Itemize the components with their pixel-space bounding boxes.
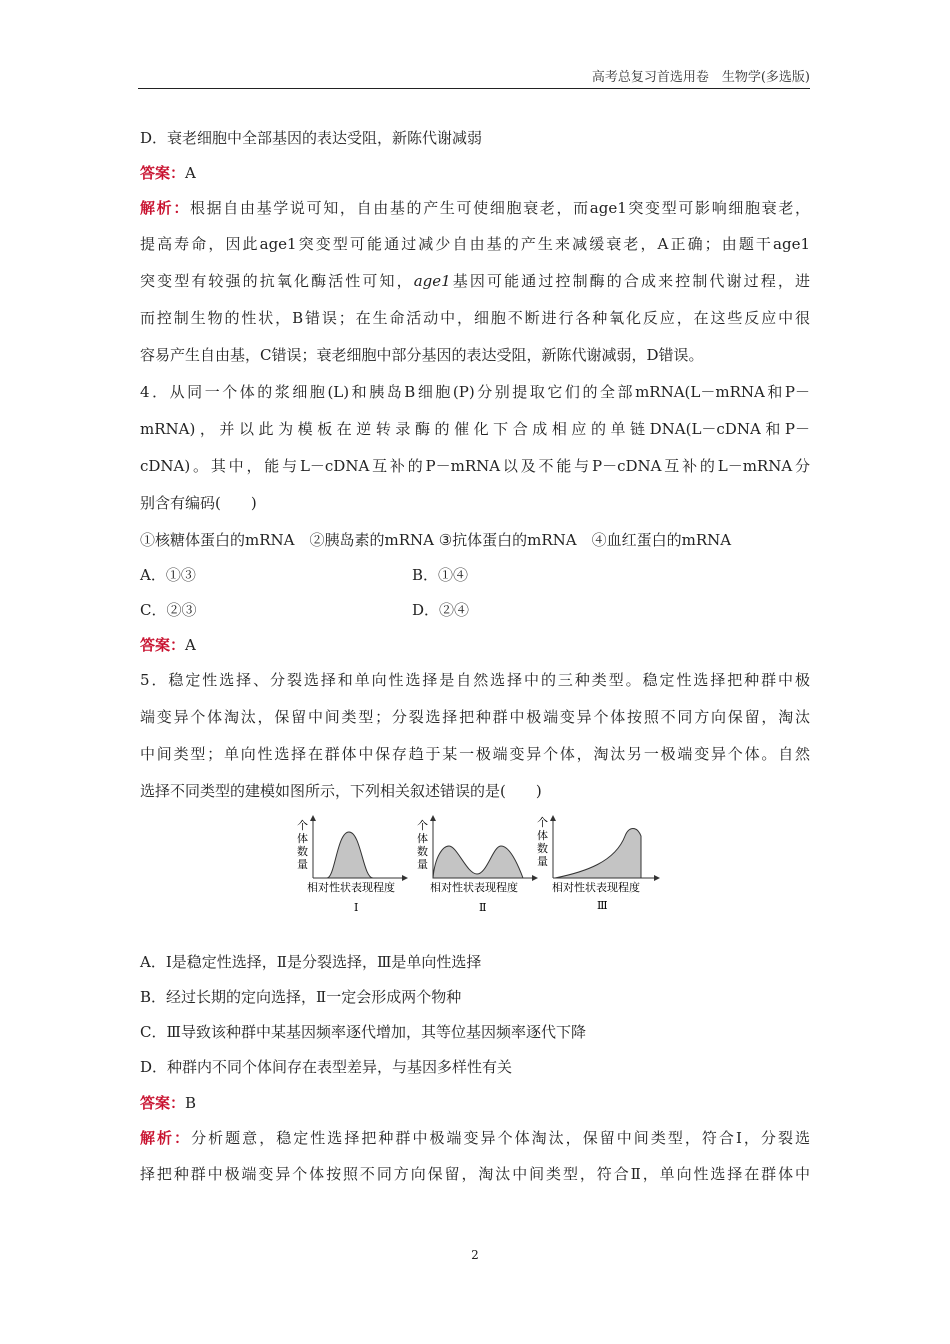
y-label-char: 个: [537, 816, 548, 829]
q4-options-row-2: [140, 600, 810, 620]
q5-analysis-line-1: [140, 1128, 810, 1148]
analysis-label: 解析：: [140, 1129, 192, 1147]
y-label-char: 个: [417, 819, 428, 832]
y-label-char: 数: [297, 845, 308, 858]
answer-value: B: [185, 1094, 197, 1112]
y-label-char: 体: [417, 832, 428, 845]
panel-label: Ⅱ: [479, 901, 487, 914]
q4-stem-line-4: 别含有编码( ): [140, 494, 257, 512]
y-label-char: 体: [537, 829, 548, 842]
panel-1: [297, 818, 405, 914]
analysis-text: 基因可能通过控制酶的合成来控制代谢过程，进: [450, 272, 810, 290]
q3-answer: [140, 163, 810, 183]
answer-label: 答案：: [140, 636, 186, 654]
q5-option-d: D．种群内不同个体间存在表型差异，与基因多样性有关: [140, 1058, 513, 1076]
q5-option-a: A．Ⅰ是稳定性选择，Ⅱ是分裂选择，Ⅲ是单向性选择: [140, 953, 482, 971]
page-number: 2: [471, 1248, 479, 1262]
q4-option-d: D．②④: [412, 601, 470, 619]
analysis-text: 突变型有较强的抗氧化酶活性可知，: [140, 272, 414, 290]
gene-name-italic: age1: [413, 272, 451, 290]
q4-stem-line-3: cDNA)。其中，能与L－cDNA互补的P－mRNA以及不能与P－cDNA互补的L－mRNA分: [140, 457, 810, 475]
q5-stem-line-1: 5．稳定性选择、分裂选择和单向性选择是自然选择中的三种类型。稳定性选择把种群中极: [140, 671, 810, 689]
x-axis-label: 相对性状表现程度: [307, 881, 395, 894]
y-label-char: 量: [537, 855, 548, 868]
q3-option-d: D．衰老细胞中全部基因的表达受阻，新陈代谢减弱: [140, 129, 483, 147]
panel-label: Ⅰ: [354, 901, 359, 914]
answer-value: A: [185, 164, 196, 182]
answer-value: A: [185, 636, 196, 654]
panel-label: Ⅲ: [597, 899, 608, 912]
y-label-char: 数: [537, 842, 548, 855]
q5-stem-line-2: 端变异个体淘汰，保留中间类型；分裂选择把种群中极端变异个体按照不同方向保留，淘汰: [140, 708, 810, 726]
q5-stem-line-3: 中间类型；单向性选择在群体中保存趋于某一极端变异个体，淘汰另一极端变异个体。自然: [140, 745, 810, 763]
q3-analysis-line-1: [140, 198, 810, 218]
x-axis-label: 相对性状表现程度: [552, 881, 640, 894]
q3-analysis-line-2: 提高寿命，因此age1突变型可能通过减少自由基的产生来减缓衰老，A正确；由题干age1: [140, 235, 810, 253]
panel-3-curve: [555, 829, 641, 879]
y-label-char: 个: [297, 819, 308, 832]
selection-model-figure: [285, 812, 675, 922]
answer-label: 答案：: [140, 1094, 186, 1112]
q4-option-b: B．①④: [412, 566, 469, 584]
q5-analysis-line-2: 择把种群中极端变异个体按照不同方向保留，淘汰中间类型，符合Ⅱ，单向性选择在群体中: [140, 1165, 810, 1183]
panel-2: [417, 818, 535, 914]
y-label-char: 体: [297, 832, 308, 845]
analysis-text: 分析题意，稳定性选择把种群中极端变异个体淘汰，保留中间类型，符合Ⅰ，分裂选: [191, 1129, 810, 1147]
y-label-char: 量: [417, 858, 428, 871]
x-axis-label: 相对性状表现程度: [430, 881, 518, 894]
analysis-text: 根据自由基学说可知，自由基的产生可使细胞衰老，而age1突变型可影响细胞衰老，: [189, 199, 810, 217]
q4-option-a: A．①③: [140, 566, 196, 584]
q4-options-row-1: [140, 565, 810, 585]
q5-answer: [140, 1093, 810, 1113]
q5-option-c: C．Ⅲ导致该种群中某基因频率逐代增加，其等位基因频率逐代下降: [140, 1023, 586, 1041]
q3-analysis-line-4: 而控制生物的性状，B错误；在生命活动中，细胞不断进行各种氧化反应，在这些反应中很: [140, 309, 810, 327]
answer-label: 答案：: [140, 164, 186, 182]
header-rule: [138, 88, 810, 89]
panel-1-curve: [327, 832, 373, 878]
running-header: 高考总复习首选用卷 生物学(多选版): [591, 70, 810, 85]
q4-items: ①核糖体蛋白的mRNA ②胰岛素的mRNA ③抗体蛋白的mRNA ④血红蛋白的mRNA: [140, 531, 732, 549]
q4-option-c: C．②③: [140, 601, 197, 619]
panel-3: [537, 816, 657, 912]
q3-analysis-line-5: 容易产生自由基，C错误；衰老细胞中部分基因的表达受阻，新陈代谢减弱，D错误。: [140, 346, 704, 364]
y-label-char: 数: [417, 845, 428, 858]
q4-stem-line-2: mRNA)，并以此为模板在逆转录酶的催化下合成相应的单链DNA(L－cDNA和P－: [140, 420, 810, 438]
y-label-char: 量: [297, 858, 308, 871]
q3-analysis-line-3: [140, 271, 810, 291]
q4-answer: [140, 635, 810, 655]
analysis-label: 解析：: [140, 199, 190, 217]
panel-2-curve: [433, 846, 523, 878]
q5-option-b: B．经过长期的定向选择，Ⅱ一定会形成两个物种: [140, 988, 462, 1006]
q4-stem-line-1: 4．从同一个体的浆细胞(L)和胰岛B细胞(P)分别提取它们的全部mRNA(L－mRNA和P－: [140, 383, 810, 401]
q5-stem-line-4: 选择不同类型的建模如图所示，下列相关叙述错误的是( ): [140, 782, 542, 800]
